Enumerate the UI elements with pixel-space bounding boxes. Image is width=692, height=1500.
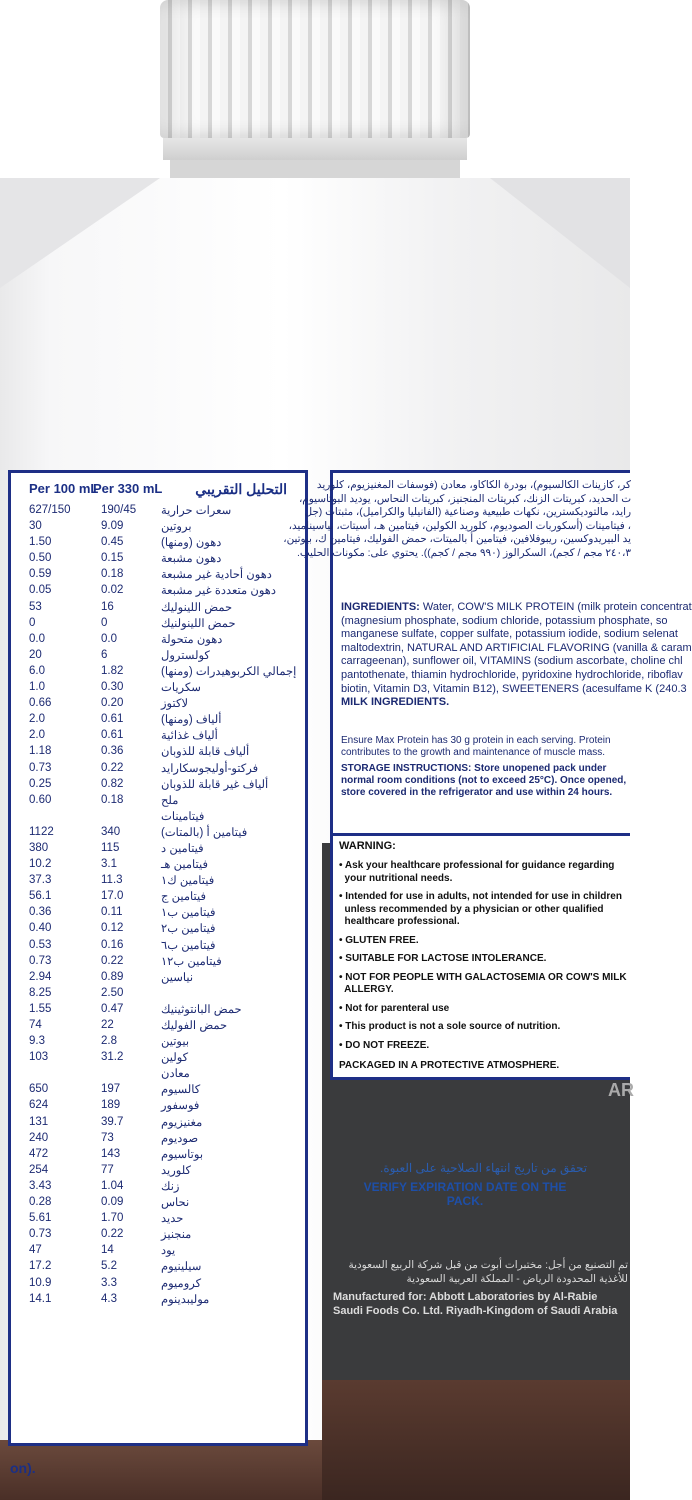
nutrition-row: [11, 1098, 305, 1114]
per-330ml-value: 31.2: [101, 1051, 124, 1064]
per-330ml-value: 0.02: [101, 584, 124, 597]
per-330ml-value: 9.09: [101, 520, 124, 533]
manufacturer-en: [333, 1290, 630, 1318]
per-330ml-value: 0.22: [101, 954, 124, 967]
nutrient-label-ar: كلوريد: [161, 1164, 192, 1177]
per-100ml-value: 0.50: [29, 552, 52, 565]
nutrition-row: [11, 503, 305, 519]
per-100ml-value: 9.3: [29, 1035, 45, 1048]
per-100ml-value: 254: [29, 1163, 49, 1176]
nutrition-row: [11, 1163, 305, 1179]
per-330ml-value: 340: [101, 825, 121, 838]
nutrient-label-ar: حمض اللينولنيك: [161, 617, 236, 630]
nutrient-label-ar: كالسيوم: [161, 1084, 201, 1097]
nutrient-label-ar: بروتين: [161, 521, 192, 534]
ingredients-en-text: biotin, Vitamin D3, Vitamin B12), SWEETENERS (acesulfame K (240.3: [341, 682, 687, 695]
per-100ml-value: 240: [29, 1131, 49, 1144]
nutrition-row: [11, 1066, 305, 1082]
ingredients-en-bold: INGREDIENTS:: [341, 601, 420, 613]
nutrition-row: [11, 761, 305, 777]
nutrition-row: [11, 1259, 305, 1275]
ensure-claim-line: Ensure Max Protein has 30 g protein in each serving. Protein: [341, 735, 611, 746]
ingredients-en-text: Water, COW'S MILK PROTEIN (milk protein concentrat: [419, 601, 692, 613]
warning-item: unless recommended by a physician or other qualified: [339, 903, 604, 915]
nutrient-label-ar: فيتامين ب٦: [161, 939, 216, 952]
ingredients-en-text: manganese sulfate, copper sulfate, potassium iodide, sodium selenat: [341, 628, 678, 641]
carton-fold-right: [490, 178, 630, 288]
nutrient-label-ar: كولين: [161, 1052, 189, 1065]
per-330ml-value: 77: [101, 1163, 114, 1176]
per-100ml-value: 17.2: [29, 1260, 52, 1273]
per-330ml-value: 0.61: [101, 713, 124, 726]
per-330ml-value: 0.89: [101, 970, 124, 983]
ingredients-ar-line: ت الحديد، كبريتات الزنك، كبريتات المنجنيز، كبريتات النحاس، يوديد البوتاسيوم،: [298, 493, 631, 505]
nutrition-row: [11, 889, 305, 905]
per-100ml-value: 627/150: [29, 504, 71, 516]
nutrition-row: [11, 744, 305, 760]
warning-item: • SUITABLE FOR LACTOSE INTOLERANCE.: [339, 953, 547, 964]
nutrient-label-ar: موليبدينوم: [161, 1293, 210, 1306]
nutrient-label-ar: إجمالي الكربوهيدرات (ومنها): [161, 665, 297, 678]
carton-fold-left: [0, 178, 160, 288]
nutrient-label-ar: فركتو-أوليجوسكارايد: [161, 762, 259, 775]
per-330ml-value: 143: [101, 1147, 121, 1160]
storage-line: store covered in the refrigerator and use within 24 hours.: [341, 787, 613, 798]
per-330ml-value: 0.12: [101, 922, 124, 935]
ingredients-en-line: [341, 614, 668, 629]
per-100ml-value: 472: [29, 1147, 49, 1160]
per-330ml-value: 0: [101, 616, 108, 629]
per-330ml-value: 0.09: [101, 1196, 124, 1209]
nutrient-label-ar: سيلينيوم: [161, 1261, 202, 1274]
per-100ml-value: 10.9: [29, 1276, 52, 1289]
per-100ml-value: 0.73: [29, 954, 52, 967]
manufacturer-en-line: Manufactured for: Abbott Laboratories by Al-Rabie: [333, 1291, 598, 1303]
per-330ml-value: 14: [101, 1244, 114, 1257]
per-100ml-value: 20: [29, 648, 42, 661]
per-330ml-value: 0.82: [101, 777, 124, 790]
nutrient-label-ar: لاكتوز: [161, 698, 188, 711]
nutrition-bottom-text: on).: [10, 1460, 36, 1476]
ingredients-en-line: [341, 601, 692, 615]
nutrition-row: [11, 1276, 305, 1292]
per-330ml-value: 1.70: [101, 1212, 124, 1225]
nutrient-label-ar: فيتامين د: [161, 842, 204, 855]
nutrient-label-ar: زنك: [161, 1180, 180, 1193]
nutrition-row: [11, 648, 305, 664]
nutrition-row: [11, 583, 305, 599]
per-330ml-value: 0.18: [101, 568, 124, 581]
per-330ml-value: 39.7: [101, 1115, 124, 1128]
col-per-100ml: Per 100 mL: [29, 481, 99, 496]
warning-item: • GLUTEN FREE.: [339, 934, 419, 946]
per-100ml-value: 0: [29, 616, 36, 629]
per-330ml-value: 11.3: [101, 874, 123, 887]
ingredients-en-line: [341, 668, 683, 683]
nutrient-label-ar: يود: [161, 1245, 176, 1258]
per-330ml-value: 0.30: [101, 681, 124, 694]
nutrient-label-ar: فيتامين ب١: [161, 907, 216, 920]
nutrition-row: [11, 857, 305, 873]
nutrient-label-ar: ألياف غير قابلة للذوبان: [161, 778, 269, 791]
per-100ml-value: 1.0: [29, 681, 45, 694]
nutrition-row: [11, 600, 305, 616]
per-100ml-value: 74: [29, 1019, 42, 1031]
ingredients-en-text: (magnesium phosphate, sodium chloride, potassium phosphate, so: [341, 614, 668, 627]
ensure-claim-line: contributes to the growth and maintenance of muscle mass.: [341, 747, 606, 758]
nutrition-row: [11, 1131, 305, 1147]
per-100ml-value: 5.61: [29, 1212, 52, 1225]
per-330ml-value: 0.18: [101, 793, 124, 806]
nutrient-label-ar: نياسين: [161, 971, 194, 984]
nutrition-row: [11, 1195, 305, 1211]
per-330ml-value: 4.3: [101, 1292, 117, 1305]
ingredients-ar-line: ٢٤٠،٣ مجم / كجم)، السكرالوز (٩٩٠ مجم / كجم)). يحتوي على: مكونات الحليب.: [296, 547, 631, 559]
ingredients-en-bold: MILK INGREDIENTS.: [341, 696, 450, 709]
per-330ml-value: 0.22: [101, 761, 124, 774]
per-100ml-value: 0.73: [29, 1228, 52, 1241]
nutrient-label-ar: كولسترول: [161, 649, 210, 662]
nutrition-row: [11, 728, 305, 744]
nutrition-row: [11, 616, 305, 632]
warning-item: your nutritional needs.: [339, 872, 453, 884]
nutrient-label-ar: دهون متحولة: [161, 633, 223, 646]
verify-date-ar: تحقق من تاريخ انتهاء الصلاحية على العبوة.: [380, 1161, 588, 1175]
nutrition-row: [11, 1018, 305, 1034]
nutrition-row: [11, 1243, 305, 1259]
storage-instructions: [341, 763, 626, 799]
per-100ml-value: 10.2: [29, 858, 52, 871]
per-100ml-value: 0.73: [29, 761, 52, 774]
col-per-330ml: Per 330 mL: [93, 481, 163, 496]
manufacturer-en-line: Saudi Foods Co. Ltd. Riyadh-Kingdom of Saudi Arabia: [333, 1305, 618, 1317]
nutrition-row: [11, 986, 305, 1002]
per-330ml-value: 0.15: [101, 552, 124, 565]
ingredients-en-line: [341, 682, 687, 697]
per-330ml-value: 0.16: [101, 938, 124, 951]
storage-line: STORAGE INSTRUCTIONS: Store unopened pack under: [341, 763, 607, 774]
packaged-note: PACKAGED IN A PROTECTIVE ATMOSPHERE.: [339, 1060, 560, 1071]
nutrition-row: [11, 954, 305, 970]
nutrient-label-ar: ملح: [161, 794, 179, 807]
nutrient-label-ar: فيتامين ك١: [161, 875, 215, 888]
nutrient-label-ar: منجنيز: [161, 1229, 192, 1242]
per-330ml-value: 2.8: [101, 1035, 117, 1048]
per-100ml-value: 1.18: [29, 745, 52, 758]
per-100ml-value: 14.1: [29, 1292, 52, 1305]
warning-panel: [330, 836, 630, 1080]
per-100ml-value: 650: [29, 1083, 49, 1096]
ingredients-ar-line: يد البيريدوكسين، ريبوفلافين، فيتامين أ بالميتات، حمض الفوليك، فيتامين ك، بيوتين،: [283, 534, 631, 545]
per-100ml-value: 0.28: [29, 1196, 52, 1209]
ingredients-ar-line: رايد، مالتوديكسترين، نكهات طبيعية وصناعية (الفانيليا والكراميل)، مثبتات (جل: [304, 507, 631, 518]
nutrition-row: [11, 551, 305, 567]
nutrition-header: [11, 473, 305, 503]
nutrition-row: [11, 712, 305, 728]
per-100ml-value: 2.0: [29, 713, 45, 726]
nutrient-label-ar: صوديوم: [161, 1132, 199, 1145]
nutrient-label-ar: حمض البانتوثينيك: [161, 1003, 242, 1016]
nutrient-label-ar: فيتامين ج: [161, 891, 206, 904]
nutrition-row: [11, 1147, 305, 1163]
nutrition-row: [11, 696, 305, 712]
nutrient-label-ar: حمض الفوليك: [161, 1020, 228, 1032]
per-100ml-value: 624: [29, 1099, 49, 1112]
warning-item: healthcare professional.: [339, 916, 460, 927]
ingredients-english: [341, 601, 692, 710]
per-330ml-value: 3.3: [101, 1276, 117, 1289]
ingredients-arabic: [283, 479, 631, 560]
per-100ml-value: 0.59: [29, 568, 52, 581]
nutrition-row: [11, 1002, 305, 1018]
nutrition-row: [11, 777, 305, 793]
per-100ml-value: 3.43: [29, 1179, 52, 1192]
nutrition-row: [11, 1115, 305, 1131]
ingredients-en-line: [341, 696, 641, 710]
verify-date-en: VERIFY EXPIRATION DATE ON THE PACK.: [363, 1180, 567, 1208]
chocolate-band-right: [322, 1380, 630, 1500]
nutrient-label-ar: فيتامين هـ: [161, 859, 208, 872]
nutrition-row: [11, 905, 305, 921]
per-100ml-value: 1122: [29, 825, 54, 838]
bottle-cap: [160, 0, 470, 138]
per-100ml-value: 0.36: [29, 906, 52, 919]
per-330ml-value: 0.45: [101, 536, 124, 549]
nutrient-label-ar: دهون مشبعة: [161, 553, 222, 566]
per-100ml-value: 2.94: [29, 970, 52, 983]
per-330ml-value: 0.0: [101, 632, 117, 645]
nutrient-label-ar: سكريات: [161, 682, 201, 695]
nutrition-row: [11, 825, 305, 841]
per-100ml-value: 131: [29, 1115, 49, 1128]
per-100ml-value: 0.25: [29, 777, 52, 790]
nutrition-row: [11, 921, 305, 937]
per-330ml-value: 22: [101, 1019, 114, 1031]
nutrition-row: [11, 1227, 305, 1243]
nutrition-row: [11, 809, 305, 825]
per-330ml-value: 0.20: [101, 697, 124, 710]
ingredients-panel: [283, 470, 692, 836]
per-330ml-value: 3.1: [101, 858, 117, 871]
nutrition-row: [11, 841, 305, 857]
per-330ml-value: 1.04: [101, 1179, 124, 1192]
per-100ml-value: 37.3: [29, 874, 52, 887]
nutrition-row: [11, 873, 305, 889]
storage-line: normal room conditions (not to exceed 25°C). Once opened,: [341, 775, 627, 786]
nutrient-label-ar: ألياف غذائية: [161, 730, 218, 743]
per-330ml-value: 17.0: [101, 890, 124, 903]
nutrient-label-ar: فيتامين ب٢: [161, 923, 216, 936]
per-100ml-value: 0.05: [29, 584, 52, 597]
nutrient-label-ar: بيوتين: [161, 1036, 190, 1049]
per-330ml-value: 73: [101, 1131, 114, 1144]
warning-item: • Intended for use in adults, not intended for use in children: [339, 891, 622, 902]
nutrition-panel: [8, 470, 308, 1446]
nutrient-label-ar: فيتامين أ (بالمتات): [161, 826, 248, 839]
nutrition-row: [11, 632, 305, 648]
per-100ml-value: 0.60: [29, 793, 52, 806]
per-330ml-value: 0.36: [101, 745, 124, 758]
per-100ml-value: 56.1: [29, 890, 52, 903]
ingredients-en-text: maltodextrin, NATURAL AND ARTIFICIAL FLAVORING (vanilla & caram: [341, 641, 692, 654]
manufacturer-ar: [333, 1258, 628, 1286]
warning-item: • Ask your healthcare professional for guidance regarding: [339, 860, 615, 871]
per-330ml-value: 1.82: [101, 664, 124, 677]
nutrition-row: [11, 1082, 305, 1098]
nutrient-label-ar: دهون أحادية غير مشبعة: [161, 569, 272, 582]
nutrient-label-ar: حديد: [161, 1213, 184, 1226]
warning-item: • This product is not a sole source of nutrition.: [339, 1021, 561, 1032]
per-100ml-value: 380: [29, 841, 49, 854]
ingredients-en-line: [341, 655, 683, 669]
bottle-neck: [170, 160, 460, 178]
per-330ml-value: 16: [101, 600, 114, 613]
ensure-claim: [341, 735, 611, 759]
nutrition-rows: [11, 503, 305, 1308]
per-330ml-value: 0.11: [101, 906, 123, 919]
chocolate-band-left: [0, 1440, 322, 1500]
nutrition-row: [11, 1050, 305, 1066]
ingredients-en-line: [341, 641, 692, 656]
nutrient-label-ar: حمض اللينوليك: [161, 601, 233, 614]
nutrient-label-ar: ألياف (ومنها): [161, 714, 222, 727]
nutrient-label-ar: كروميوم: [161, 1277, 202, 1290]
ingredients-en-text: pantothenate, thiamin hydrochloride, pyridoxine hydrochloride, riboflav: [341, 668, 683, 681]
nutrient-label-ar: دهون متعددة غير مشبعة: [161, 585, 276, 598]
per-330ml-value: 0.61: [101, 729, 124, 742]
nutrition-row: [11, 970, 305, 986]
nutrient-label-ar: سعرات حرارية: [161, 505, 232, 517]
per-100ml-value: 0.0: [29, 632, 45, 645]
nutrition-row: [11, 938, 305, 954]
per-100ml-value: 6.0: [29, 664, 45, 677]
manufacturer-ar-line: للأغذية المحدودة الرياض - المملكة العربية السعودية: [406, 1273, 628, 1285]
warning-item: • DO NOT FREEZE.: [339, 1039, 430, 1051]
per-100ml-value: 0.66: [29, 697, 52, 710]
per-100ml-value: 47: [29, 1244, 42, 1257]
per-100ml-value: 2.0: [29, 729, 45, 742]
nutrient-label-ar: فوسفور: [161, 1100, 200, 1113]
warning-item: • NOT FOR PEOPLE WITH GALACTOSEMIA OR COW'S MILK: [339, 971, 627, 983]
nutrient-label-ar: دهون (ومنها): [161, 537, 222, 550]
ingredients-en-text: carrageenan), sunflower oil, VITAMINS (sodium ascorbate, choline chl: [341, 655, 683, 668]
nutrition-row: [11, 664, 305, 680]
nutrition-row: [11, 680, 305, 696]
per-100ml-value: 1.55: [29, 1002, 52, 1015]
per-100ml-value: 8.25: [29, 986, 52, 999]
per-100ml-value: 0.40: [29, 922, 52, 935]
nutrient-label-ar: معادن: [161, 1068, 190, 1081]
manufacturer-ar-line: تم التصنيع من أجل: مختبرات أبوت من قبل شركة الربيع السعودية: [348, 1259, 628, 1271]
nutrition-row: [11, 1292, 305, 1308]
per-100ml-value: 1.50: [29, 536, 52, 549]
per-330ml-value: 197: [101, 1083, 121, 1096]
nutrition-title-ar: التحليل التقريبي: [195, 481, 287, 497]
per-100ml-value: 53: [29, 600, 42, 613]
nutrition-row: [11, 1034, 305, 1050]
nutrient-label-ar: فيتامين ب١٢: [161, 955, 222, 968]
nutrient-label-ar: نحاس: [161, 1197, 190, 1210]
per-330ml-value: 0.47: [101, 1002, 124, 1015]
cap-ring: [163, 138, 467, 160]
per-330ml-value: 2.50: [101, 986, 124, 999]
per-100ml-value: 103: [29, 1051, 49, 1064]
per-100ml-value: 0.53: [29, 938, 52, 951]
edge-letters: AR: [608, 1080, 634, 1100]
nutrient-label-ar: فيتامينات: [161, 810, 205, 823]
per-330ml-value: 115: [101, 841, 120, 854]
warning-item: ALLERGY.: [339, 984, 394, 995]
ingredients-ar-line: ، فيتامينات (أسكوربات الصوديوم، كلوريد الكولين، فيتامين هـ، أسيتات، نياسيناميد،: [288, 520, 631, 532]
per-330ml-value: 189: [101, 1099, 121, 1112]
nutrient-label-ar: ألياف قابلة للذوبان: [161, 746, 250, 759]
per-100ml-value: 30: [29, 520, 42, 533]
per-330ml-value: 6: [101, 648, 108, 661]
per-330ml-value: 0.22: [101, 1228, 124, 1241]
warning-item: • Not for parenteral use: [339, 1002, 450, 1014]
nutrient-label-ar: بوتاسيوم: [161, 1148, 204, 1161]
nutrition-row: [11, 793, 305, 809]
warning-title: WARNING:: [339, 840, 396, 852]
ingredients-ar-line: كر، كازينات الكالسيوم)، بودرة الكاكاو، معادن (فوسفات المغنيزيوم، كلوريد: [316, 480, 631, 491]
nutrient-label-ar: مغنيزيوم: [161, 1116, 203, 1129]
nutrition-row: [11, 1179, 305, 1195]
ingredients-en-line: [341, 628, 678, 642]
per-330ml-value: 190/45: [101, 504, 137, 516]
per-330ml-value: 5.2: [101, 1260, 117, 1273]
nutrition-row: [11, 535, 305, 551]
nutrition-row: [11, 519, 305, 535]
nutrition-row: [11, 567, 305, 583]
nutrition-row: [11, 1211, 305, 1227]
